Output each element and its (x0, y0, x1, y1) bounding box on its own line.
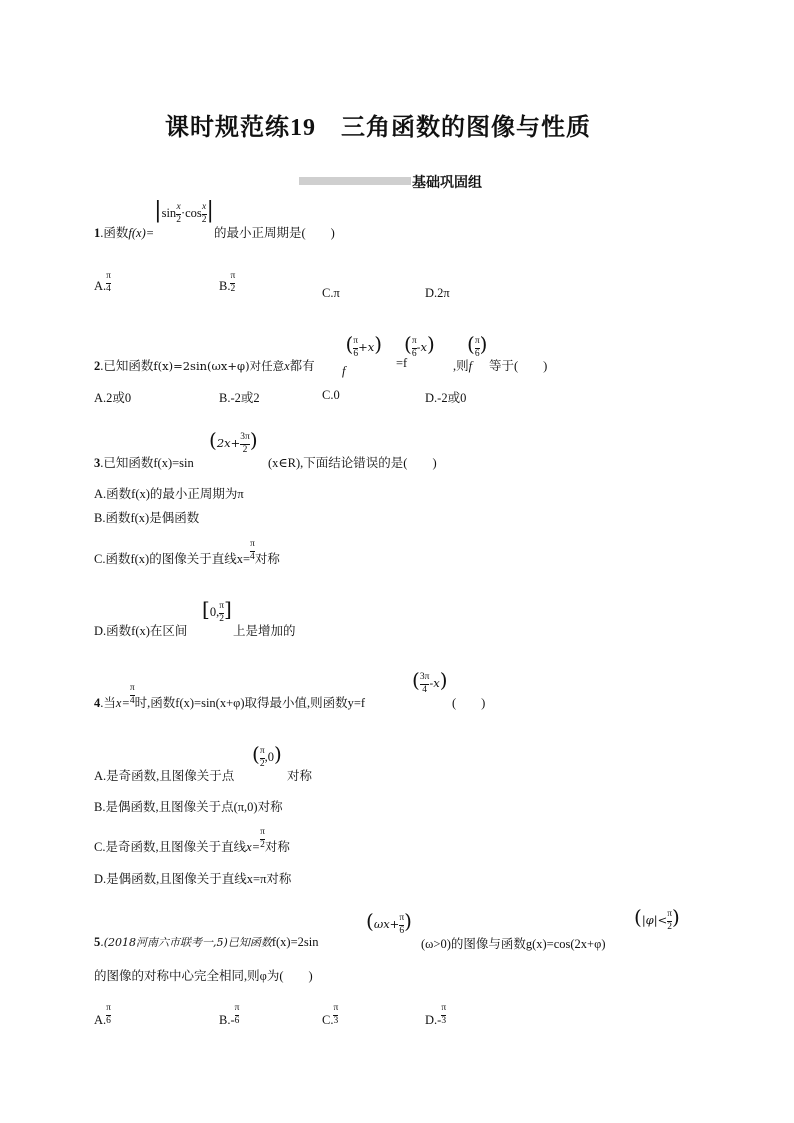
page-title: 课时规范练19 三角函数的图像与性质 (165, 115, 591, 141)
q1-option-b[interactable]: B. $\frac{\pi}{2}$ (219, 271, 236, 294)
q2-expr-3: ( $\frac{\pi}{6}$ ) (467, 332, 488, 359)
q3-arg: (2x+ $\frac{3\pi}{2}$ ) (209, 428, 258, 455)
question-number: 1 (94, 226, 101, 241)
question-5: 5.(2018河南六市联考一,5)已知函数f(x)=2sin (94, 935, 319, 949)
q2-tail: 等于( ) (489, 359, 548, 373)
q2-expr-2: ( $\frac{\pi}{6}$ -x) (404, 332, 435, 359)
q2-expr-1: f( $\frac{\pi}{6}$ +x) (342, 332, 383, 378)
q4-option-b[interactable]: B.是偶函数,且图像关于点(π,0)对称 (94, 800, 283, 814)
q1-option-c[interactable]: C.π (322, 286, 340, 300)
q2-option-d[interactable]: D.-2或0 (425, 391, 467, 405)
q2-option-c[interactable]: C.0 (322, 388, 340, 402)
q5-condition: (|φ|< $\frac{\pi}{2}$ ) (634, 905, 680, 932)
q4-tail: ( ) (452, 696, 486, 710)
q5-arg: (ωx+ $\frac{\pi}{6}$ ) (366, 909, 412, 936)
q3-option-d[interactable]: D.函数f(x)在区间 (94, 624, 188, 638)
section-bar (299, 177, 411, 185)
q4-option-c[interactable]: C.是奇函数,且图像关于直线x= $\frac{\pi}{2}$ 对称 (94, 827, 290, 854)
q3-option-b[interactable]: B.函数f(x)是偶函数 (94, 511, 200, 525)
q2-option-b[interactable]: B.-2或2 (219, 391, 260, 405)
section-title: 基础巩固组 (412, 176, 482, 191)
q4-option-a-tail: 对称 (287, 769, 313, 783)
q3-interval: [0, $\frac{\pi}{2}$ ] (202, 597, 232, 624)
q1-option-a[interactable]: A. $\frac{\pi}{4}$ (94, 271, 111, 294)
q5-option-b[interactable]: B.- $\frac{\pi}{6}$ (219, 1003, 240, 1027)
q4-option-d[interactable]: D.是偶函数,且图像关于直线x=π对称 (94, 872, 292, 886)
q2-then: ,则f (453, 359, 473, 373)
q3-option-a[interactable]: A.函数f(x)的最小正周期为π (94, 487, 244, 501)
q5-mid: (ω>0)的图像与函数g(x)=cos(2x+φ) (421, 937, 606, 951)
abs-expression: |sin $\frac{x}{2}$ ·cos $\frac{x}{2}$ | (154, 198, 214, 225)
q4-option-a[interactable]: A.是奇函数,且图像关于点 (94, 769, 235, 783)
q5-option-d[interactable]: D.- $\frac{\pi}{3}$ (425, 1003, 447, 1027)
question-4: 4.当x= $\frac{\pi}{4}$ 时,函数f(x)=sin(x+φ)取得最小值,则函数y=f (94, 683, 366, 710)
question-1: 1.函数f(x)=|sin $\frac{x}{2}$ ·cos $\frac{x}{2}$ |的最小正周期是( ) (94, 198, 335, 241)
q4-arg: ( $\frac{3\pi}{4}$ -x) (412, 668, 448, 695)
q5-option-c[interactable]: C. $\frac{\pi}{3}$ (322, 1003, 339, 1027)
question-3: 3.已知函数f(x)=sin (94, 456, 194, 470)
q2-option-a[interactable]: A.2或0 (94, 391, 132, 405)
q2-eq: =f (396, 356, 408, 370)
q5-line2: 的图像的对称中心完全相同,则φ为( ) (94, 969, 313, 983)
q3-option-d-tail: 上是增加的 (233, 624, 296, 638)
q3-tail: (x∈R),下面结论错误的是( ) (268, 456, 437, 470)
question-2: 2.已知函数f(x)=2sin(ωx+φ)对任意x都有 (94, 359, 315, 373)
q5-option-a[interactable]: A. $\frac{\pi}{6}$ (94, 1003, 111, 1027)
q4-point: ( $\frac{\pi}{2}$ ,0) (252, 742, 282, 769)
q3-option-c[interactable]: C.函数f(x)的图像关于直线x= $\frac{\pi}{4}$ 对称 (94, 539, 280, 566)
q1-option-d[interactable]: D.2π (425, 286, 450, 300)
